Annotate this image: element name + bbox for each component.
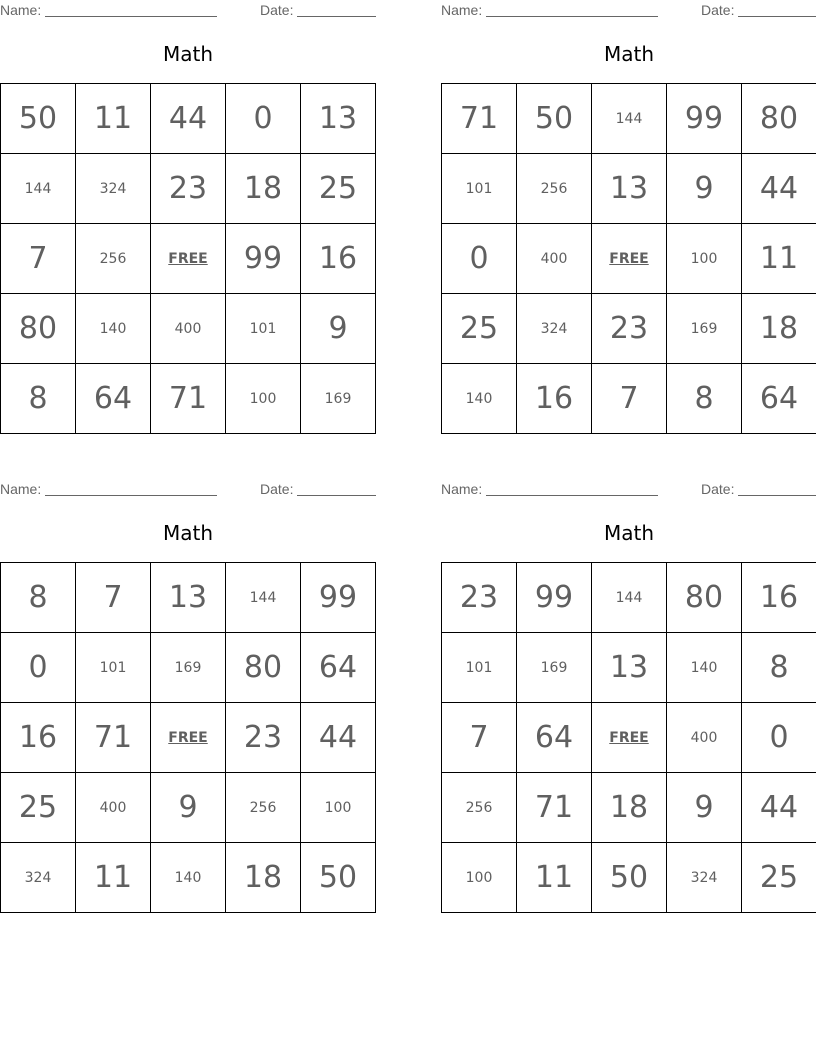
bingo-cell: 11	[76, 84, 151, 154]
bingo-cell: 144	[226, 563, 301, 633]
bingo-grid	[0, 83, 376, 434]
bingo-cell: 256	[76, 224, 151, 294]
bingo-cell: 7	[442, 703, 517, 773]
bingo-cell: 8	[742, 633, 816, 703]
bingo-cell: 25	[442, 294, 517, 364]
bingo-cell: 400	[76, 773, 151, 843]
bingo-cell: 7	[1, 224, 76, 294]
name-field	[45, 16, 217, 17]
bingo-cell: 64	[517, 703, 592, 773]
bingo-card-1	[0, 0, 376, 434]
date-field	[297, 16, 376, 17]
date-label: Date:	[701, 481, 735, 497]
bingo-cell: 99	[301, 563, 376, 633]
bingo-cell: 0	[742, 703, 816, 773]
bingo-cell: 99	[226, 224, 301, 294]
bingo-cell: 23	[592, 294, 667, 364]
header-line	[441, 479, 816, 499]
bingo-cell: 8	[667, 364, 742, 434]
bingo-cell: 9	[151, 773, 226, 843]
bingo-cell: 18	[226, 843, 301, 913]
free-space-cell: FREE	[151, 224, 226, 294]
bingo-cell: 13	[592, 633, 667, 703]
bingo-cell: 25	[301, 154, 376, 224]
bingo-cell: 8	[1, 563, 76, 633]
bingo-cell: 324	[76, 154, 151, 224]
name-label: Name:	[0, 481, 42, 497]
bingo-cell: 324	[1, 843, 76, 913]
header-line	[0, 0, 376, 20]
header-line	[0, 479, 376, 499]
bingo-cell: 9	[667, 154, 742, 224]
bingo-cell: 400	[517, 224, 592, 294]
date-label: Date:	[260, 2, 294, 18]
bingo-cell: 71	[151, 364, 226, 434]
bingo-cell: 140	[151, 843, 226, 913]
bingo-cell: 169	[301, 364, 376, 434]
bingo-cell: 25	[742, 843, 816, 913]
date-label: Date:	[701, 2, 735, 18]
bingo-card-4	[441, 479, 816, 913]
bingo-cell: 50	[517, 84, 592, 154]
card-title: Math	[603, 42, 655, 66]
bingo-grid	[441, 83, 816, 434]
bingo-cell: 13	[151, 563, 226, 633]
bingo-cell: 256	[226, 773, 301, 843]
bingo-cell: 0	[226, 84, 301, 154]
bingo-cell: 100	[667, 224, 742, 294]
bingo-cell: 101	[442, 154, 517, 224]
bingo-cell: 13	[592, 154, 667, 224]
bingo-cell: 50	[1, 84, 76, 154]
bingo-cell: 44	[301, 703, 376, 773]
bingo-cell: 80	[1, 294, 76, 364]
bingo-cell: 64	[301, 633, 376, 703]
bingo-cell: 18	[742, 294, 816, 364]
bingo-cell: 169	[667, 294, 742, 364]
name-label: Name:	[441, 481, 483, 497]
name-field	[45, 495, 217, 496]
bingo-cell: 44	[742, 773, 816, 843]
bingo-cell: 23	[151, 154, 226, 224]
bingo-cell: 144	[592, 563, 667, 633]
bingo-cell: 64	[742, 364, 816, 434]
date-field	[738, 495, 816, 496]
bingo-cell: 144	[592, 84, 667, 154]
bingo-cell: 16	[301, 224, 376, 294]
header-line	[441, 0, 816, 20]
bingo-cell: 80	[667, 563, 742, 633]
bingo-cell: 256	[442, 773, 517, 843]
bingo-cell: 256	[517, 154, 592, 224]
bingo-grid	[0, 562, 376, 913]
bingo-cell: 169	[517, 633, 592, 703]
bingo-cell: 44	[151, 84, 226, 154]
name-field	[486, 495, 658, 496]
bingo-cell: 101	[226, 294, 301, 364]
bingo-cell: 16	[517, 364, 592, 434]
bingo-cell: 80	[742, 84, 816, 154]
bingo-cell: 71	[517, 773, 592, 843]
date-field	[297, 495, 376, 496]
bingo-cell: 50	[301, 843, 376, 913]
bingo-cell: 11	[517, 843, 592, 913]
bingo-cell: 100	[301, 773, 376, 843]
bingo-cell: 100	[442, 843, 517, 913]
card-title: Math	[162, 521, 214, 545]
bingo-cell: 80	[226, 633, 301, 703]
bingo-cell: 50	[592, 843, 667, 913]
bingo-cell: 23	[442, 563, 517, 633]
bingo-cell: 18	[592, 773, 667, 843]
bingo-cell: 140	[442, 364, 517, 434]
bingo-cell: 400	[151, 294, 226, 364]
card-title: Math	[603, 521, 655, 545]
bingo-cell: 324	[517, 294, 592, 364]
bingo-cell: 144	[1, 154, 76, 224]
bingo-cell: 11	[76, 843, 151, 913]
bingo-cell: 140	[76, 294, 151, 364]
date-label: Date:	[260, 481, 294, 497]
bingo-cell: 9	[301, 294, 376, 364]
date-field	[738, 16, 816, 17]
bingo-cell: 44	[742, 154, 816, 224]
bingo-cell: 64	[76, 364, 151, 434]
bingo-cell: 0	[442, 224, 517, 294]
free-space-cell: FREE	[592, 224, 667, 294]
bingo-cell: 99	[667, 84, 742, 154]
bingo-card-3	[0, 479, 376, 913]
name-label: Name:	[441, 2, 483, 18]
bingo-cell: 101	[442, 633, 517, 703]
bingo-cell: 7	[76, 563, 151, 633]
bingo-cell: 11	[742, 224, 816, 294]
bingo-cell: 7	[592, 364, 667, 434]
bingo-cell: 25	[1, 773, 76, 843]
bingo-grid	[441, 562, 816, 913]
bingo-cell: 9	[667, 773, 742, 843]
bingo-cell: 140	[667, 633, 742, 703]
bingo-cell: 100	[226, 364, 301, 434]
bingo-cell: 169	[151, 633, 226, 703]
bingo-cell: 324	[667, 843, 742, 913]
bingo-cell: 0	[1, 633, 76, 703]
name-label: Name:	[0, 2, 42, 18]
bingo-cell: 23	[226, 703, 301, 773]
bingo-cell: 400	[667, 703, 742, 773]
bingo-cell: 8	[1, 364, 76, 434]
bingo-cell: 71	[442, 84, 517, 154]
bingo-cell: 101	[76, 633, 151, 703]
bingo-cell: 71	[76, 703, 151, 773]
card-title: Math	[162, 42, 214, 66]
bingo-cell: 13	[301, 84, 376, 154]
bingo-cell: 16	[1, 703, 76, 773]
bingo-cell: 99	[517, 563, 592, 633]
bingo-card-2	[441, 0, 816, 434]
free-space-cell: FREE	[151, 703, 226, 773]
name-field	[486, 16, 658, 17]
free-space-cell: FREE	[592, 703, 667, 773]
bingo-cell: 16	[742, 563, 816, 633]
bingo-cell: 18	[226, 154, 301, 224]
